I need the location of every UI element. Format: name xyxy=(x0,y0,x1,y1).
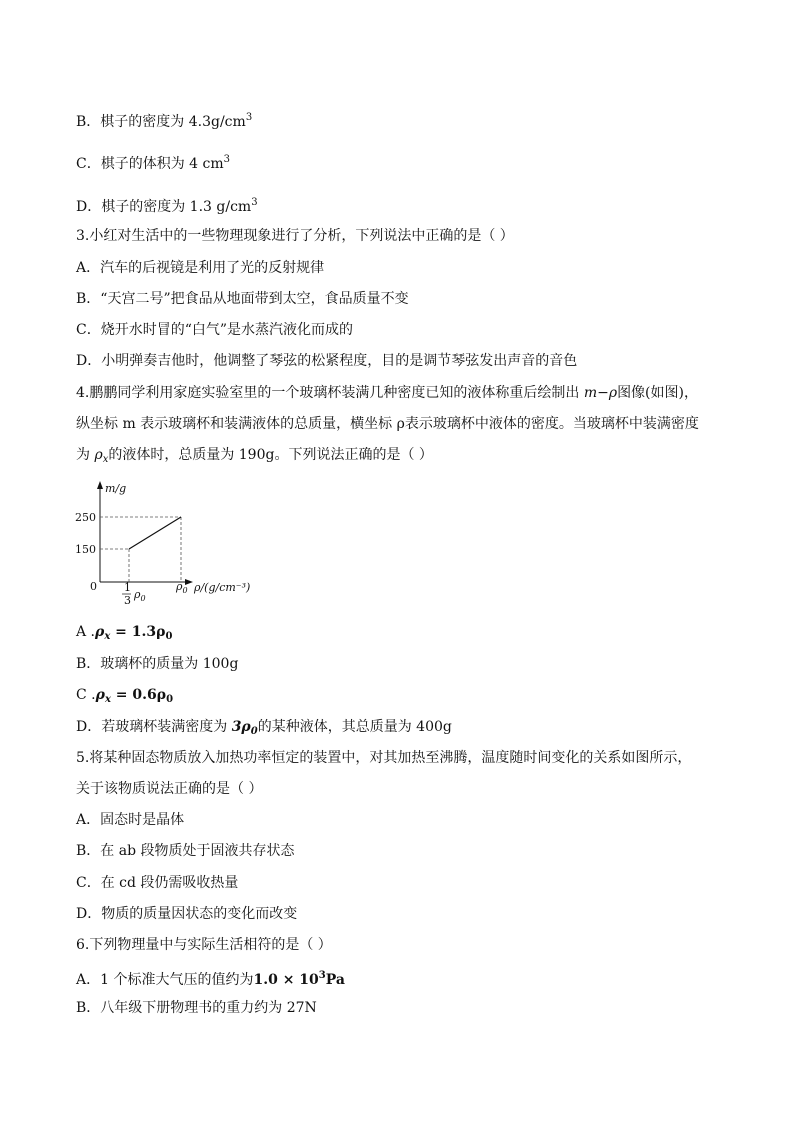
x-tick-rho0-third: $\rho_0$ xyxy=(134,588,146,603)
q2-option-c: C．棋子的体积为 4 $cm^3$ xyxy=(76,154,231,172)
y-tick-150: 150 xyxy=(75,543,96,556)
x-tick-rho0: $\rho_0$ xyxy=(176,580,188,595)
q5-option-a: A．固态时是晶体 xyxy=(76,812,185,828)
q4-option-c: C $.\rho_x = 0.6\rho_0$ xyxy=(76,687,174,705)
x-tick-frac-den: 3 xyxy=(124,594,131,607)
q3-option-b: B．“天宫二号”把食品从地面带到太空，食品质量不变 xyxy=(76,291,409,307)
q4-option-b: B．玻璃杯的质量为 100g xyxy=(76,656,239,672)
y-axis-label: m/g xyxy=(105,482,127,495)
q4-stem-line-3: 为 $\rho_x$的液体时，总质量为 190g。下列说法正确的是（ ） xyxy=(76,447,433,465)
q4-option-a: A $.\rho_x = 1.3\rho_0$ xyxy=(76,624,173,642)
q3-option-d: D．小明弹奏吉他时，他调整了琴弦的松紧程度，目的是调节琴弦发出声音的音色 xyxy=(76,353,578,369)
q3-option-a: A．汽车的后视镜是利用了光的反射规律 xyxy=(76,260,325,276)
x-axis-arrow xyxy=(185,579,193,585)
q5-stem-line-2: 关于该物质说法正确的是（ ） xyxy=(76,781,263,797)
q4-stem-line-1: 4.鹏鹏同学利用家庭实验室里的一个玻璃杯装满几种密度已知的液体称重后绘制出 m−ρ图像(如图)， xyxy=(76,385,698,401)
q5-option-b: B．在 ab 段物质处于固液共存状态 xyxy=(76,843,295,859)
y-axis-arrow xyxy=(97,481,103,489)
y-tick-250: 250 xyxy=(75,511,96,524)
q6-stem: 6.下列物理量中与实际生活相符的是（ ） xyxy=(76,937,332,953)
q2-option-b: B．棋子的密度为 $4.3g/cm^3$ xyxy=(76,112,253,130)
q5-option-c: C．在 cd 段仍需吸收热量 xyxy=(76,875,239,891)
x-tick-frac-num: 1 xyxy=(124,581,131,594)
data-line xyxy=(129,517,181,549)
q6-option-a: A．1 个标准大气压的值约为$1.0 \times 10^3Pa$ xyxy=(76,970,345,988)
q4-option-d: D．若玻璃杯装满密度为 $3\rho_0$的某种液体，其总质量为 400g xyxy=(76,719,452,737)
m-rho-graph xyxy=(70,478,270,608)
q3-stem: 3.小红对生活中的一些物理现象进行了分析，下列说法中正确的是（ ） xyxy=(76,228,514,244)
q5-stem-line-1: 5.将某种固态物质放入加热功率恒定的装置中，对其加热至沸腾，温度随时间变化的关系如图所示， xyxy=(76,750,692,766)
q6-option-b: B．八年级下册物理书的重力约为 27N xyxy=(76,1000,317,1016)
q3-option-c: C．烧开水时冒的“白气”是水蒸汽液化而成的 xyxy=(76,322,354,338)
x-axis-label: ρ/(g/cm⁻³) xyxy=(194,581,251,594)
q5-option-d: D．物质的质量因状态的变化而改变 xyxy=(76,906,298,922)
q4-stem-line-2: 纵坐标 m 表示玻璃杯和装满液体的总质量，横坐标 ρ表示玻璃杯中液体的密度。当玻璃杯中装满密度 xyxy=(76,416,699,432)
q2-option-d: D．棋子的密度为 1.3 $g/cm^3$ xyxy=(76,197,258,215)
origin-label: 0 xyxy=(90,580,97,593)
